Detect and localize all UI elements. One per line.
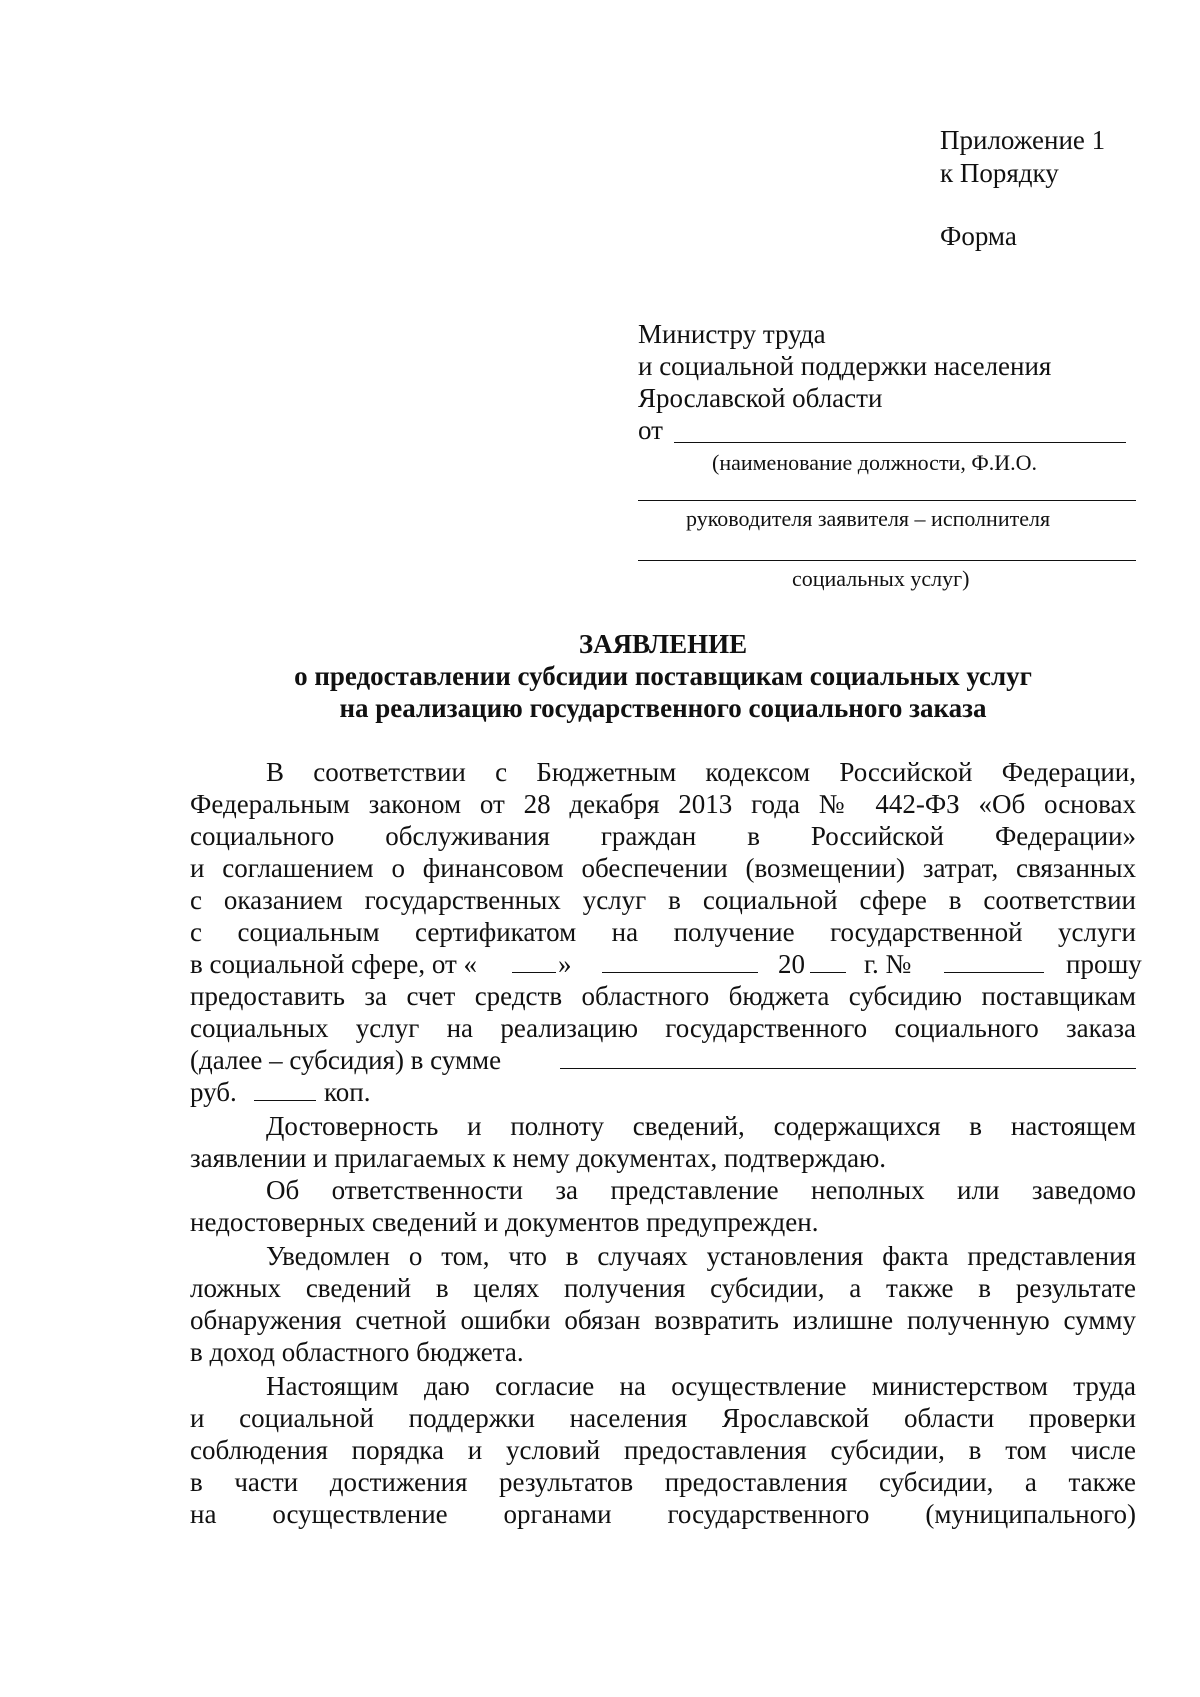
p2-line-2: заявлении и прилагаемых к нему документах, подтверждаю. [190,1143,887,1173]
document-subtitle-1: о предоставлении субсидии поставщикам социальных услуг [294,661,1032,691]
appendix-line-1: Приложение 1 [940,125,1106,155]
p1-line-7-a: в социальной сфере, от « [190,949,478,979]
p4-line-2: ложных сведений в целях получения субсидии, а также в результате [190,1273,1136,1303]
p4-line-4: в доход областного бюджета. [190,1337,524,1367]
p2-line-1: Достоверность и полноту сведений, содержащихся в настоящем [266,1111,1136,1141]
p1-line-11-b: коп. [324,1077,371,1107]
appendix-line-2: к Порядку [940,158,1059,188]
p3-line-2: недостоверных сведений и документов предупрежден. [190,1207,819,1237]
p5-line-2: и социальной поддержки населения Ярославской области проверки [190,1403,1136,1433]
p1-line-10: (далее – субсидия) в сумме [190,1045,502,1075]
amount-rub-blank[interactable] [560,1046,1136,1069]
document-title: ЗАЯВЛЕНИЕ [578,629,748,659]
addressee-line-2: и социальной поддержки населения [638,351,1052,381]
from-line[interactable] [674,442,1126,443]
year-blank[interactable] [810,950,846,973]
amount-kop-blank[interactable] [254,1078,316,1101]
p1-line-6: с социальным сертификатом на получение государственной услуги [190,917,1136,947]
addressee-line-blank-2[interactable] [638,500,1136,501]
month-blank[interactable] [602,950,758,973]
p5-line-5: на осуществление органами государственного (муниципального) [190,1499,1136,1529]
p1-line-4: и соглашением о финансовом обеспечении (возмещении) затрат, связанных [190,853,1136,883]
from-label: от [638,415,663,445]
p5-line-4: в части достижения результатов предоставления субсидии, а также [190,1467,1136,1497]
addressee-hint-2: руководителя заявителя – исполнителя [686,506,1051,531]
p4-line-3: обнаружения счетной ошибки обязан возвратить излишне полученную сумму [190,1305,1136,1335]
p1-line-7-c: 20 [778,949,805,979]
p4-line-1: Уведомлен о том, что в случаях установления факта представления [266,1241,1136,1271]
addressee-hint-1: (наименование должности, Ф.И.О. [712,450,1037,475]
p1-line-8: предоставить за счет средств областного бюджета субсидию поставщикам [190,981,1136,1011]
p3-line-1: Об ответственности за представление неполных или заведомо [266,1175,1136,1205]
number-blank[interactable] [944,950,1044,973]
p5-line-1: Настоящим даю согласие на осуществление министерством труда [266,1371,1136,1401]
p1-line-7-e: прошу [1066,949,1142,979]
p1-line-3: социального обслуживания граждан в Российской Федерации» [190,821,1136,851]
addressee-line-1: Министру труда [638,319,826,349]
p1-line-11-a: руб. [190,1077,237,1107]
day-blank[interactable] [512,950,556,973]
addressee-line-3: Ярославской области [638,383,883,413]
p1-line-1: В соответствии с Бюджетным кодексом Российской Федерации, [266,757,1136,787]
p1-line-5: с оказанием государственных услуг в социальной сфере в соответствии [190,885,1136,915]
form-label: Форма [940,221,1017,251]
document-subtitle-2: на реализацию государственного социального заказа [339,693,987,723]
p1-line-7-d: г. № [864,949,912,979]
p1-line-9: социальных услуг на реализацию государственного социального заказа [190,1013,1136,1043]
addressee-line-blank-3[interactable] [638,560,1136,561]
p5-line-3: соблюдения порядка и условий предоставления субсидии, в том числе [190,1435,1136,1465]
addressee-hint-3: социальных услуг) [792,566,970,591]
p1-line-7-b: » [558,949,572,979]
p1-line-2: Федеральным законом от 28 декабря 2013 года № 442-ФЗ «Об основах [190,789,1136,819]
